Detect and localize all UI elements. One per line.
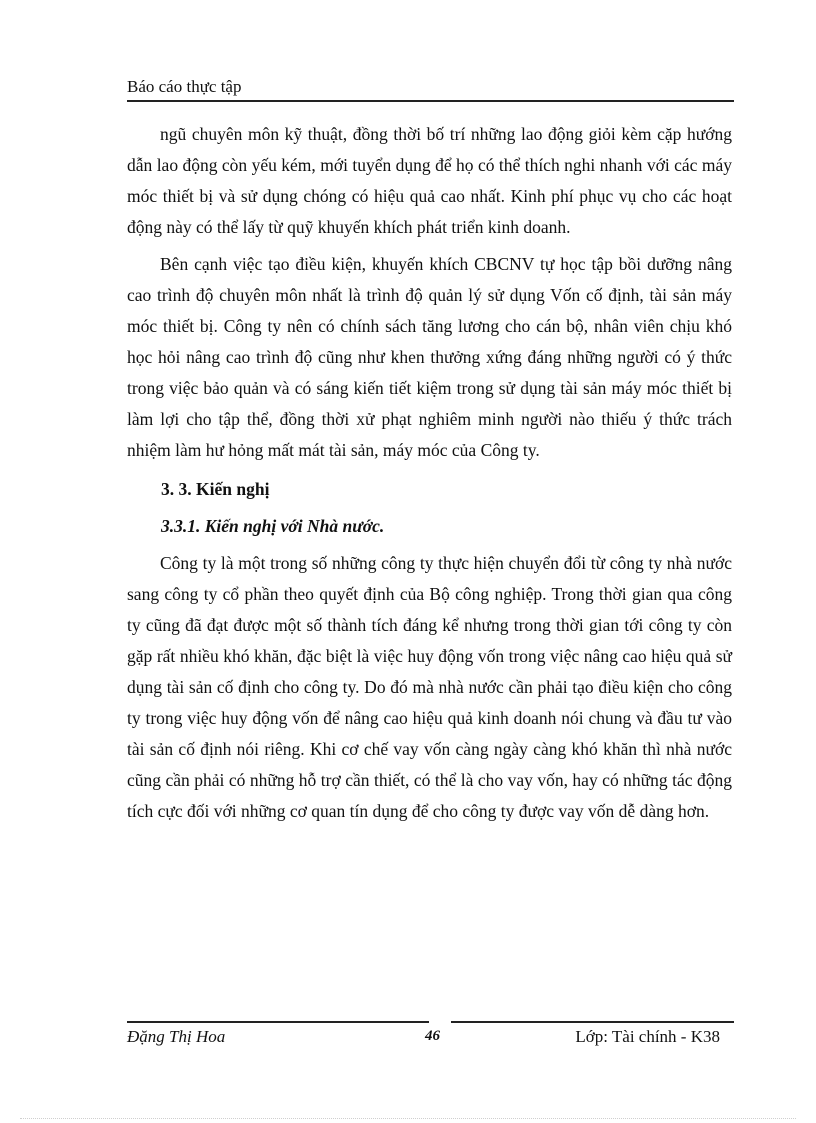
paragraph-training: ngũ chuyên môn kỹ thuật, đồng thời bố trí những lao động giỏi kèm cặp hướng dẫn lao động còn yếu kém, mới tuyển dụng để họ có thể thích nghi nhanh với các máy móc thiết bị và sử dụng chóng có hiệu quả cao nhất. Kinh phí phục vụ cho các hoạt động này có thể lấy từ quỹ khuyến khích phát triển kinh doanh. bbox=[127, 124, 732, 237]
footer-author: Đặng Thị Hoa bbox=[127, 1027, 226, 1046]
footer-class-label: Lớp: Tài chính - K38 bbox=[575, 1027, 720, 1046]
section-heading: 3. 3. Kiến nghị bbox=[161, 479, 270, 499]
footer-divider-left bbox=[127, 1021, 429, 1023]
page-header-title: Báo cáo thực tập bbox=[127, 76, 734, 102]
paragraph-state-recommendation: Công ty là một trong số những công ty thực hiện chuyển đổi từ công ty nhà nước sang công ty cổ phần theo quyết định của Bộ công nghiệp. Trong thời gian qua công ty cũng đã đạt được một số thành tích đáng kể nhưng trong thời gian tới công ty còn gặp rất nhiều khó khăn, đặc biệt là việc huy động vốn trong việc nâng cao hiệu quả sử dụng tài sản cố định cho công ty. Do đó mà nhà nước cần phải tạo điều kiện cho công ty trong việc huy động vốn để nâng cao hiệu quả kinh doanh nói chung và đầu tư vào tài sản cố định nói riêng. Khi cơ chế vay vốn càng ngày càng khó khăn thì nhà nước cũng cần phải có những hỗ trợ cần thiết, có thể là cho vay vốn, hay có những tác động tích cực đối với những cơ quan tín dụng để cho công ty được vay vốn dễ dàng hơn. bbox=[127, 553, 732, 821]
document-body bbox=[127, 119, 732, 833]
page-bottom-border bbox=[20, 1118, 796, 1119]
paragraph-incentives: Bên cạnh việc tạo điều kiện, khuyến khích CBCNV tự học tập bồi dưỡng nâng cao trình độ chuyên môn nhất là trình độ quản lý sử dụng Vốn cố định, tài sản máy móc thiết bị. Công ty nên có chính sách tăng lương cho cán bộ, nhân viên chịu khó học hỏi nâng cao trình độ cũng như khen thưởng xứng đáng những người có ý thức trong việc bảo quản và có sáng kiến tiết kiệm trong sử dụng tài sản máy móc thiết bị làm lợi cho tập thể, đồng thời xử phạt nghiêm minh người nào thiếu ý thức trách nhiệm làm hư hỏng mất mát tài sản, máy móc của Công ty. bbox=[127, 254, 732, 460]
footer-divider-right bbox=[451, 1021, 734, 1023]
subsection-heading: 3.3.1. Kiến nghị với Nhà nước. bbox=[161, 516, 385, 536]
page-number: 46 bbox=[425, 1028, 440, 1044]
